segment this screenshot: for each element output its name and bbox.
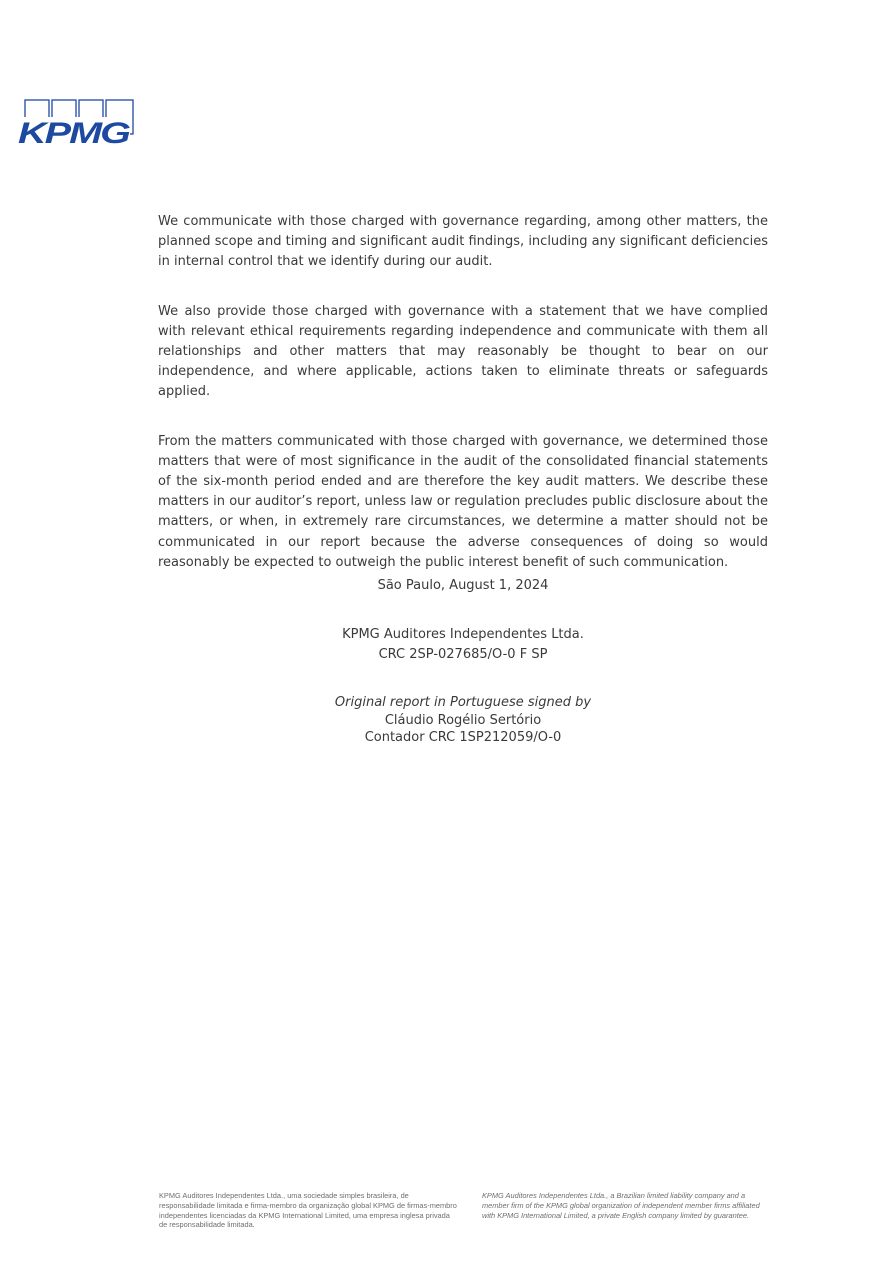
kpmg-logo-graphic (18, 99, 136, 147)
place-date: São Paulo, August 1, 2024 (377, 578, 549, 593)
firm-name: KPMG Auditores Independentes Ltda. (342, 627, 584, 642)
paragraph-independence-statement: We also provide those charged with governance with a statement that we have complied with relevant ethical requirements regarding independence and communicate with them all relationships and other matters that may reasonably be thought to bear on our independence, and where applicable, actions taken to eliminate threats or safeguards applied. (158, 303, 768, 400)
footer-english: KPMG Auditores Independentes Ltda., a Brazilian limited liability company and a member firm of the KPMG global organization of independent member firms affiliated with KPMG International Limited, a private English company limited by guarantee. (482, 1191, 760, 1220)
firm-crc: CRC 2SP-027685/O-0 F SP (378, 647, 548, 662)
signature-block (158, 694, 768, 747)
signer-name: Cláudio Rogélio Sertório (384, 712, 542, 728)
paragraph-governance-communication: We communicate with those charged with governance regarding, among other matters, the planned scope and timing and significant audit findings, including any significant deficiencies in internal control that we identify during our audit. (158, 214, 768, 270)
report-body (158, 212, 768, 573)
firm-block (158, 625, 768, 665)
signature-note: Original report in Portuguese signed by (334, 695, 592, 710)
kpmg-logo (18, 99, 136, 147)
signer-crc: Contador CRC 1SP212059/O-0 (364, 730, 562, 745)
footer-portuguese: KPMG Auditores Independentes Ltda., uma sociedade simples brasileira, de responsabilidade limitada e firma-membro da organização global KPMG de firmas-membro independentes licenciadas da KPMG International Limited, uma empresa inglesa privada de responsabilidade limitada. (159, 1191, 457, 1230)
kpmg-logo-text: KPMG (18, 117, 131, 147)
paragraph-key-audit-matters: From the matters communicated with those charged with governance, we determined those matters that were of most significance in the audit of the consolidated financial statements of the six-month period ended and are therefore the key audit matters. We describe these matters in our auditor’s report, unless law or regulation precludes public disclosure about the matters, or when, in extremely rare circumstances, we determine a matter should not be communicated in our report because the adverse consequences of doing so would reasonably be expected to outweigh the public interest benefit of such communication. (158, 433, 768, 570)
